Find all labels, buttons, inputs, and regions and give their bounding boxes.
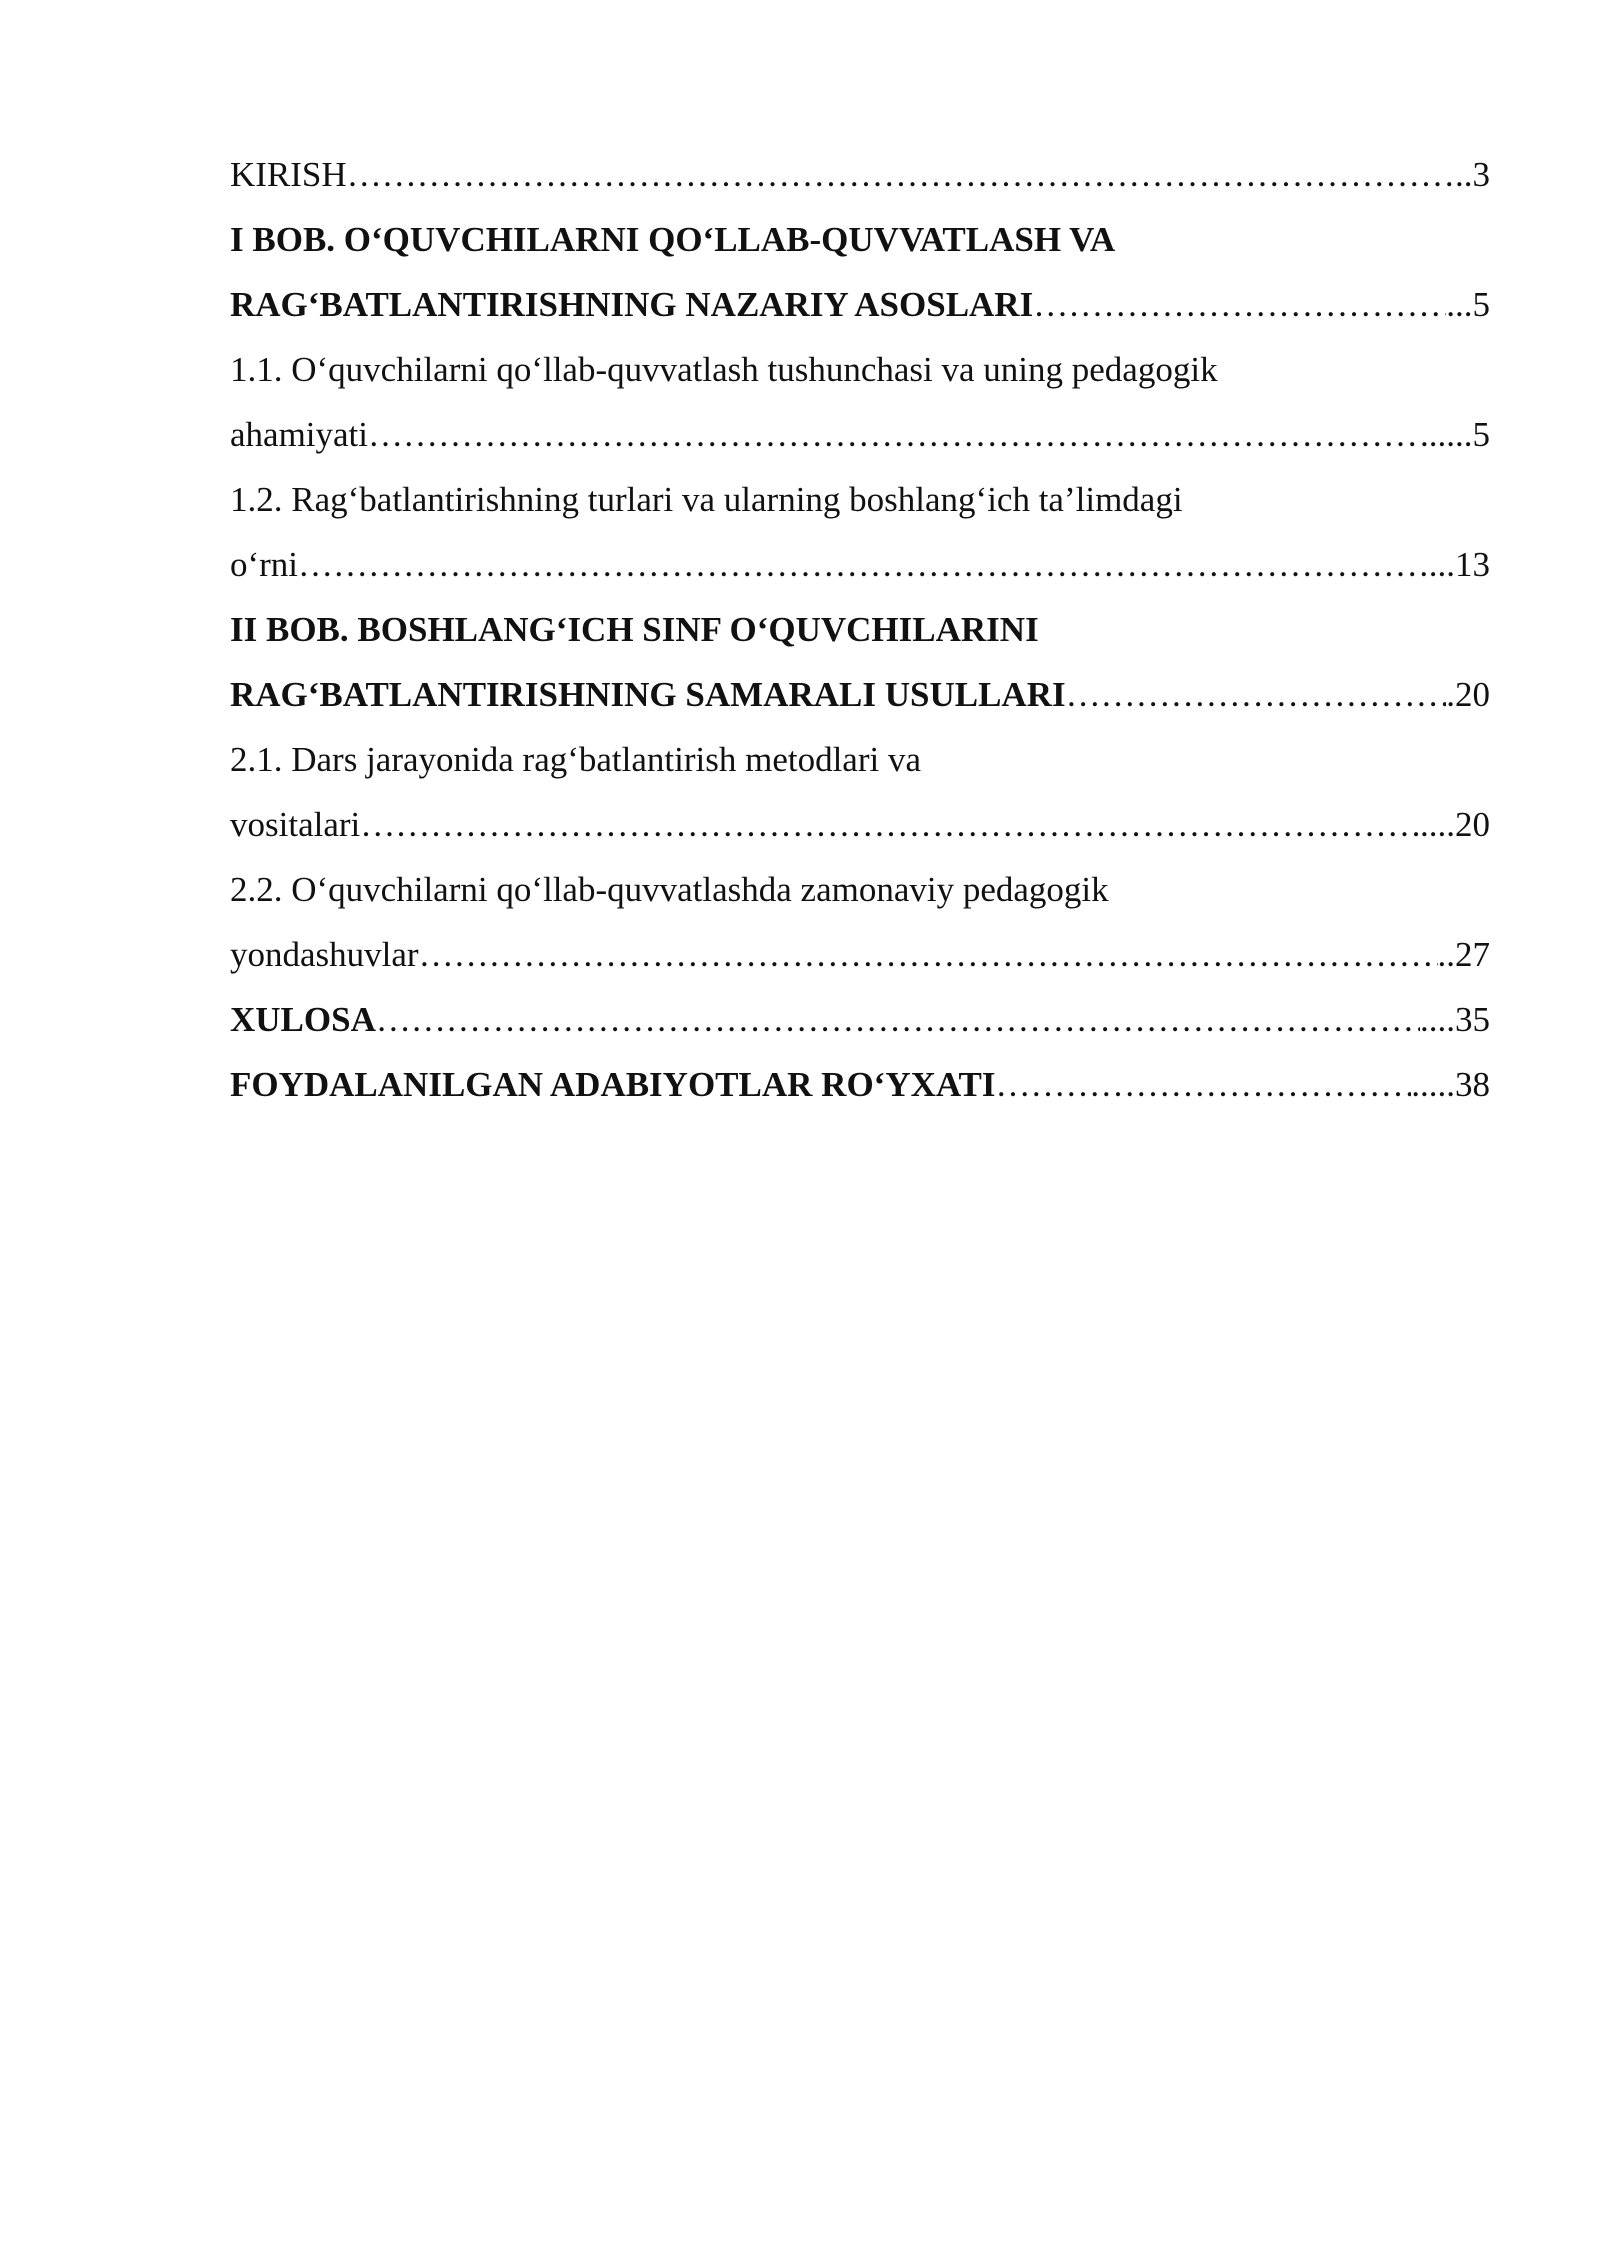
- dot-leader: [360, 798, 1420, 852]
- toc-entry-title: 2.2. O‘quvchilarni qo‘llab-quvvatlashda zamonaviy pedagogik: [230, 870, 1109, 909]
- toc-entry-title: vositalari: [230, 805, 361, 844]
- toc-section-1-1: [230, 343, 1490, 408]
- toc-entry-title: 1.1. O‘quvchilarni qo‘llab-quvvatlash tushunchasi va uning pedagogik: [230, 350, 1218, 389]
- toc-chapter-2-heading: [230, 603, 1490, 668]
- dot-leader: [368, 408, 1420, 462]
- toc-section-2-2: [230, 863, 1490, 928]
- toc-page-number: ...5: [1446, 285, 1490, 324]
- toc-section-1-1-cont: [230, 408, 1490, 473]
- toc-chapter-2-heading-cont: [230, 668, 1490, 733]
- toc-chapter-1-heading-cont: [230, 278, 1490, 343]
- toc-page-number: ....20: [1420, 805, 1490, 844]
- dot-leader: [419, 928, 1438, 982]
- toc-page-number: ..3: [1455, 155, 1490, 194]
- toc-entry-xulosa: [230, 993, 1490, 1058]
- toc-entry-title: 2.1. Dars jarayonida rag‘batlantirish metodlari va: [230, 740, 922, 779]
- toc-section-2-1-cont: [230, 798, 1490, 863]
- toc-page-number: ....35: [1420, 1000, 1490, 1039]
- dot-leader: [1066, 668, 1447, 722]
- toc-page-number: ......5: [1420, 415, 1490, 454]
- toc-entry-references: [230, 1058, 1490, 1123]
- dot-leader: [996, 1058, 1412, 1112]
- toc-entry-title: FOYDALANILGAN ADABIYOTLAR RO‘YXATI: [230, 1065, 996, 1104]
- dot-leader: [376, 993, 1420, 1047]
- toc-section-2-2-cont: [230, 928, 1490, 993]
- toc-entry-title: yondashuvlar: [230, 935, 419, 974]
- toc-entry-title: 1.2. Rag‘batlantirishning turlari va ularning boshlang‘ich ta’limdagi: [230, 480, 1183, 519]
- toc-page-number: .....38: [1411, 1065, 1490, 1104]
- toc-page-number: ...13: [1428, 545, 1490, 584]
- dot-leader: [1033, 278, 1446, 332]
- toc-page-number: .20: [1446, 675, 1490, 714]
- toc-entry-title: RAG‘BATLANTIRISHNING SAMARALI USULLARI: [230, 675, 1066, 714]
- toc-entry-title: ahamiyati: [230, 415, 369, 454]
- dot-leader: [347, 148, 1455, 202]
- toc-page-number: ..27: [1437, 935, 1490, 974]
- toc-entry-title: I BOB. O‘QUVCHILARNI QO‘LLAB-QUVVATLASH VA: [230, 220, 1116, 259]
- dot-leader: [298, 538, 1429, 592]
- toc-entry-title: II BOB. BOSHLANG‘ICH SINF O‘QUVCHILARINI: [230, 610, 1039, 649]
- toc-section-1-2-cont: [230, 538, 1490, 603]
- toc-entry-kirish: [230, 148, 1490, 213]
- toc-section-1-2: [230, 473, 1490, 538]
- toc-section-2-1: [230, 733, 1490, 798]
- toc-entry-title: KIRISH: [230, 155, 347, 194]
- toc-entry-title: XULOSA: [230, 1000, 376, 1039]
- toc-entry-title: o‘rni: [230, 545, 299, 584]
- toc-entry-title: RAG‘BATLANTIRISHNING NAZARIY ASOSLARI: [230, 285, 1034, 324]
- toc-chapter-1-heading: [230, 213, 1490, 278]
- table-of-contents: [230, 148, 1490, 1123]
